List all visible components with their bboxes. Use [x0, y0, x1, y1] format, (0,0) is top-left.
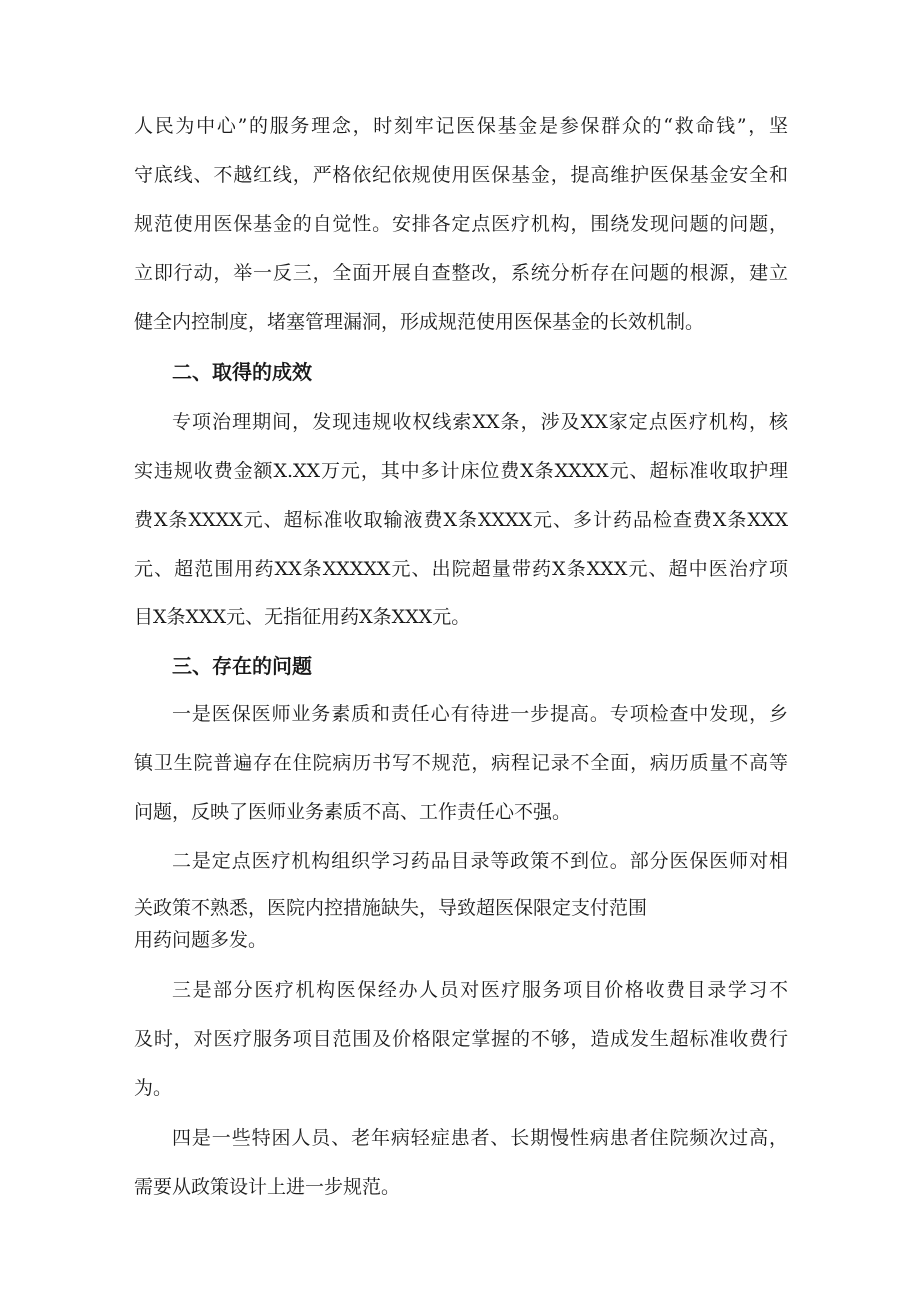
- paragraph-line: 为。: [134, 1077, 173, 1099]
- paragraph-line: 立即行动，举一反三，全面开展自查整改，系统分析存在问题的根源，建立: [134, 262, 788, 284]
- paragraph-line: 元、超范围用药XX条XXXXX元、出院超量带药X条XXX元、超中医治疗项: [134, 558, 788, 580]
- paragraph-line: 及时，对医疗服务项目范围及价格限定掌握的不够，造成发生超标准收费行: [134, 1028, 788, 1050]
- paragraph-line: 人民为中心”的服务理念，时刻牢记医保基金是参保群众的“救命钱”，坚: [134, 115, 788, 137]
- paragraph-line: 镇卫生院普遍存在住院病历书写不规范，病程记录不全面，病历质量不高等: [134, 752, 788, 774]
- section-heading-results: 二、取得的成效: [172, 360, 312, 384]
- paragraph-line: 需要从政策设计上进一步规范。: [134, 1176, 401, 1198]
- paragraph-line: 一是医保医师业务素质和责任心有待进一步提高。专项检查中发现，乡: [172, 703, 788, 725]
- paragraph-line: 费X条XXXX元、超标准收取输液费X条XXXX元、多计药品检查费X条XXX: [134, 509, 788, 531]
- section-heading-problems: 三、存在的问题: [172, 654, 312, 678]
- paragraph-line: 健全内控制度，堵塞管理漏洞，形成规范使用医保基金的长效机制。: [134, 311, 705, 333]
- paragraph-line: 规范使用医保基金的自觉性。安排各定点医疗机构，围绕发现问题的问题，: [134, 213, 788, 235]
- paragraph-line: 关政策不熟悉，医院内控措施缺失，导致超医保限定支付范围: [134, 897, 648, 919]
- paragraph-line: 目X条XXX元、无指征用药X条XXX元。: [134, 606, 471, 628]
- paragraph-line: 守底线、不越红线，严格依纪依规使用医保基金，提高维护医保基金安全和: [134, 164, 788, 186]
- paragraph-line: 三是部分医疗机构医保经办人员对医疗服务项目价格收费目录学习不: [172, 979, 788, 1001]
- paragraph-line: 用药问题多发。: [134, 929, 268, 951]
- paragraph-line: 二是定点医疗机构组织学习药品目录等政策不到位。部分医保医师对相: [172, 850, 788, 872]
- paragraph-line: 实违规收费金额X.XX万元，其中多计床位费X条XXXX元、超标准收取护理: [134, 460, 788, 482]
- paragraph-line: 专项治理期间，发现违规收权线索XX条，涉及XX家定点医疗机构，核: [172, 411, 788, 433]
- paragraph-line: 四是一些特困人员、老年病轻症患者、长期慢性病患者住院频次过高，: [172, 1127, 788, 1149]
- paragraph-line: 问题，反映了医师业务素质不高、工作责任心不强。: [134, 801, 572, 823]
